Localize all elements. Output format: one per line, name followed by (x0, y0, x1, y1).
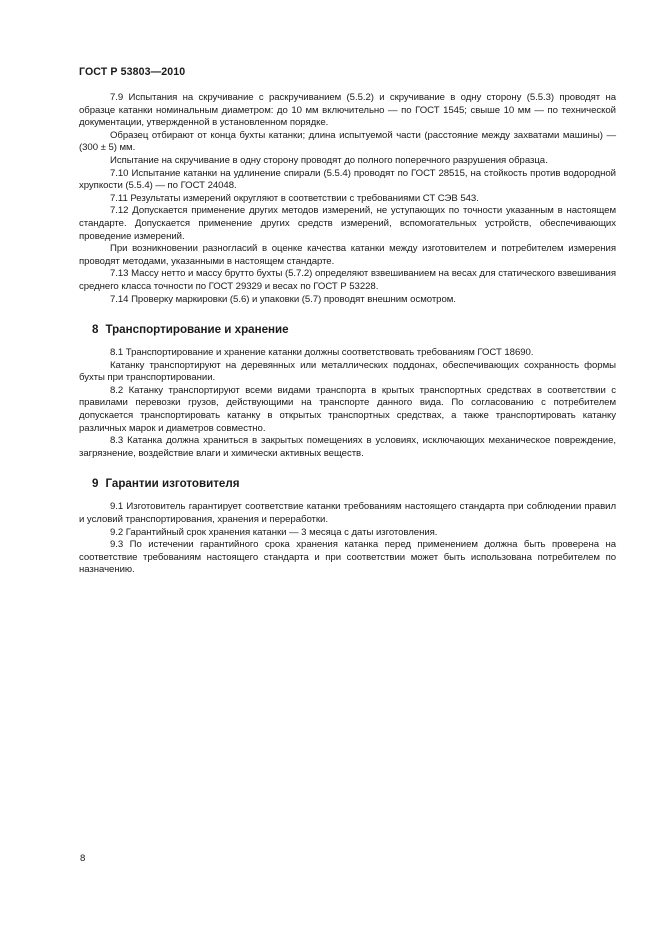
section-8-title: Транспортирование и хранение (105, 323, 289, 337)
paragraph-sample: Образец отбирают от конца бухты катанки; длина испытуемой части (расстояние между захватами машины) — (300 ± 5) мм. (79, 129, 616, 154)
section-9-title: Гарантии изготовителя (105, 477, 240, 491)
paragraph-pallets: Катанку транспортируют на деревянных или металлических поддонах, обеспечивающих сохранность формы бухты при транспортировании. (79, 359, 616, 384)
paragraph-disputes: При возникновении разногласий в оценке качества катанки между изготовителем и потребителем измерения проводят методами, указанными в настоящем стандарте. (79, 243, 616, 267)
paragraph-7-10: 7.10 Испытание катанки на удлинение спирали (5.5.4) проводят по ГОСТ 28515, на стойкость против водородной хрупкости (5.5.4) — по ГОСТ 24048. (79, 167, 616, 192)
paragraph-8-1: 8.1 Транспортирование и хранение катанки должны соответствовать требованиям ГОСТ 18690. (110, 347, 534, 359)
paragraph-torsion: Испытание на скручивание в одну сторону проводят до полного поперечного разрушения образца. (110, 154, 548, 166)
paragraph-7-9: 7.9 Испытания на скручивание с раскручиванием (5.5.2) и скручивание в одну сторону (5.5.3) проводят на образце катанки номинальным диаметром: до 10 мм включительно — по ГОСТ 1545; свыше 10 мм — по технической документации, утвержденной в установленном порядке. (79, 92, 616, 129)
paragraph-9-1: 9.1 Изготовитель гарантирует соответствие катанки требованиям настоящего стандарта при соблюдении правил и условий транспортирования, хранения и переработки. (79, 501, 616, 526)
section-9-number: 9 (92, 477, 99, 491)
paragraph-9-3: 9.3 По истечении гарантийного срока хранения катанка перед применением должна быть проверена на соответствие требованиям настоящего стандарта и при соответствии может быть использована потребителем по назначению. (79, 539, 616, 576)
paragraph-7-12: 7.12 Допускается применение других методов измерений, не уступающих по точности указанным в настоящем стандарте. Допускается применение других средств измерений, вспомогательных устройств, обеспечивающих проведение измерений. (79, 205, 616, 242)
document-header: ГОСТ Р 53803—2010 (79, 66, 186, 78)
paragraph-9-2: 9.2 Гарантийный срок хранения катанки — 3 месяца с даты изготовления. (110, 526, 438, 538)
paragraph-7-13: 7.13 Массу нетто и массу брутто бухты (5.7.2) определяют взвешиванием на весах для статического взвешивания среднего класса точности по ГОСТ 29329 и весах по ГОСТ Р 53228. (79, 268, 616, 292)
section-8-heading (79, 322, 616, 337)
paragraph-7-11: 7.11 Результаты измерений округляют в соответствии с требованиями СТ СЭВ 543. (110, 192, 479, 204)
paragraph-8-3: 8.3 Катанка должна храниться в закрытых помещениях в условиях, исключающих механическое повреждение, загрязнение, воздействие влаги и химически активных веществ. (79, 435, 616, 459)
section-9-heading (79, 476, 616, 491)
paragraph-8-2: 8.2 Катанку транспортируют всеми видами транспорта в крытых транспортных средствах в соответствии с правилами перевозки грузов, действующими на транспорте данного вида. По согласованию с потребителем допускается транспортировать катанку в открытых транспортных средствах, а также транспортировать катанку различных марок и диаметров совместно. (79, 384, 616, 434)
page-number: 8 (80, 853, 86, 864)
section-8-number: 8 (92, 323, 99, 337)
paragraph-7-14: 7.14 Проверку маркировки (5.6) и упаковки (5.7) проводят внешним осмотром. (110, 293, 456, 305)
document-body (79, 92, 616, 577)
